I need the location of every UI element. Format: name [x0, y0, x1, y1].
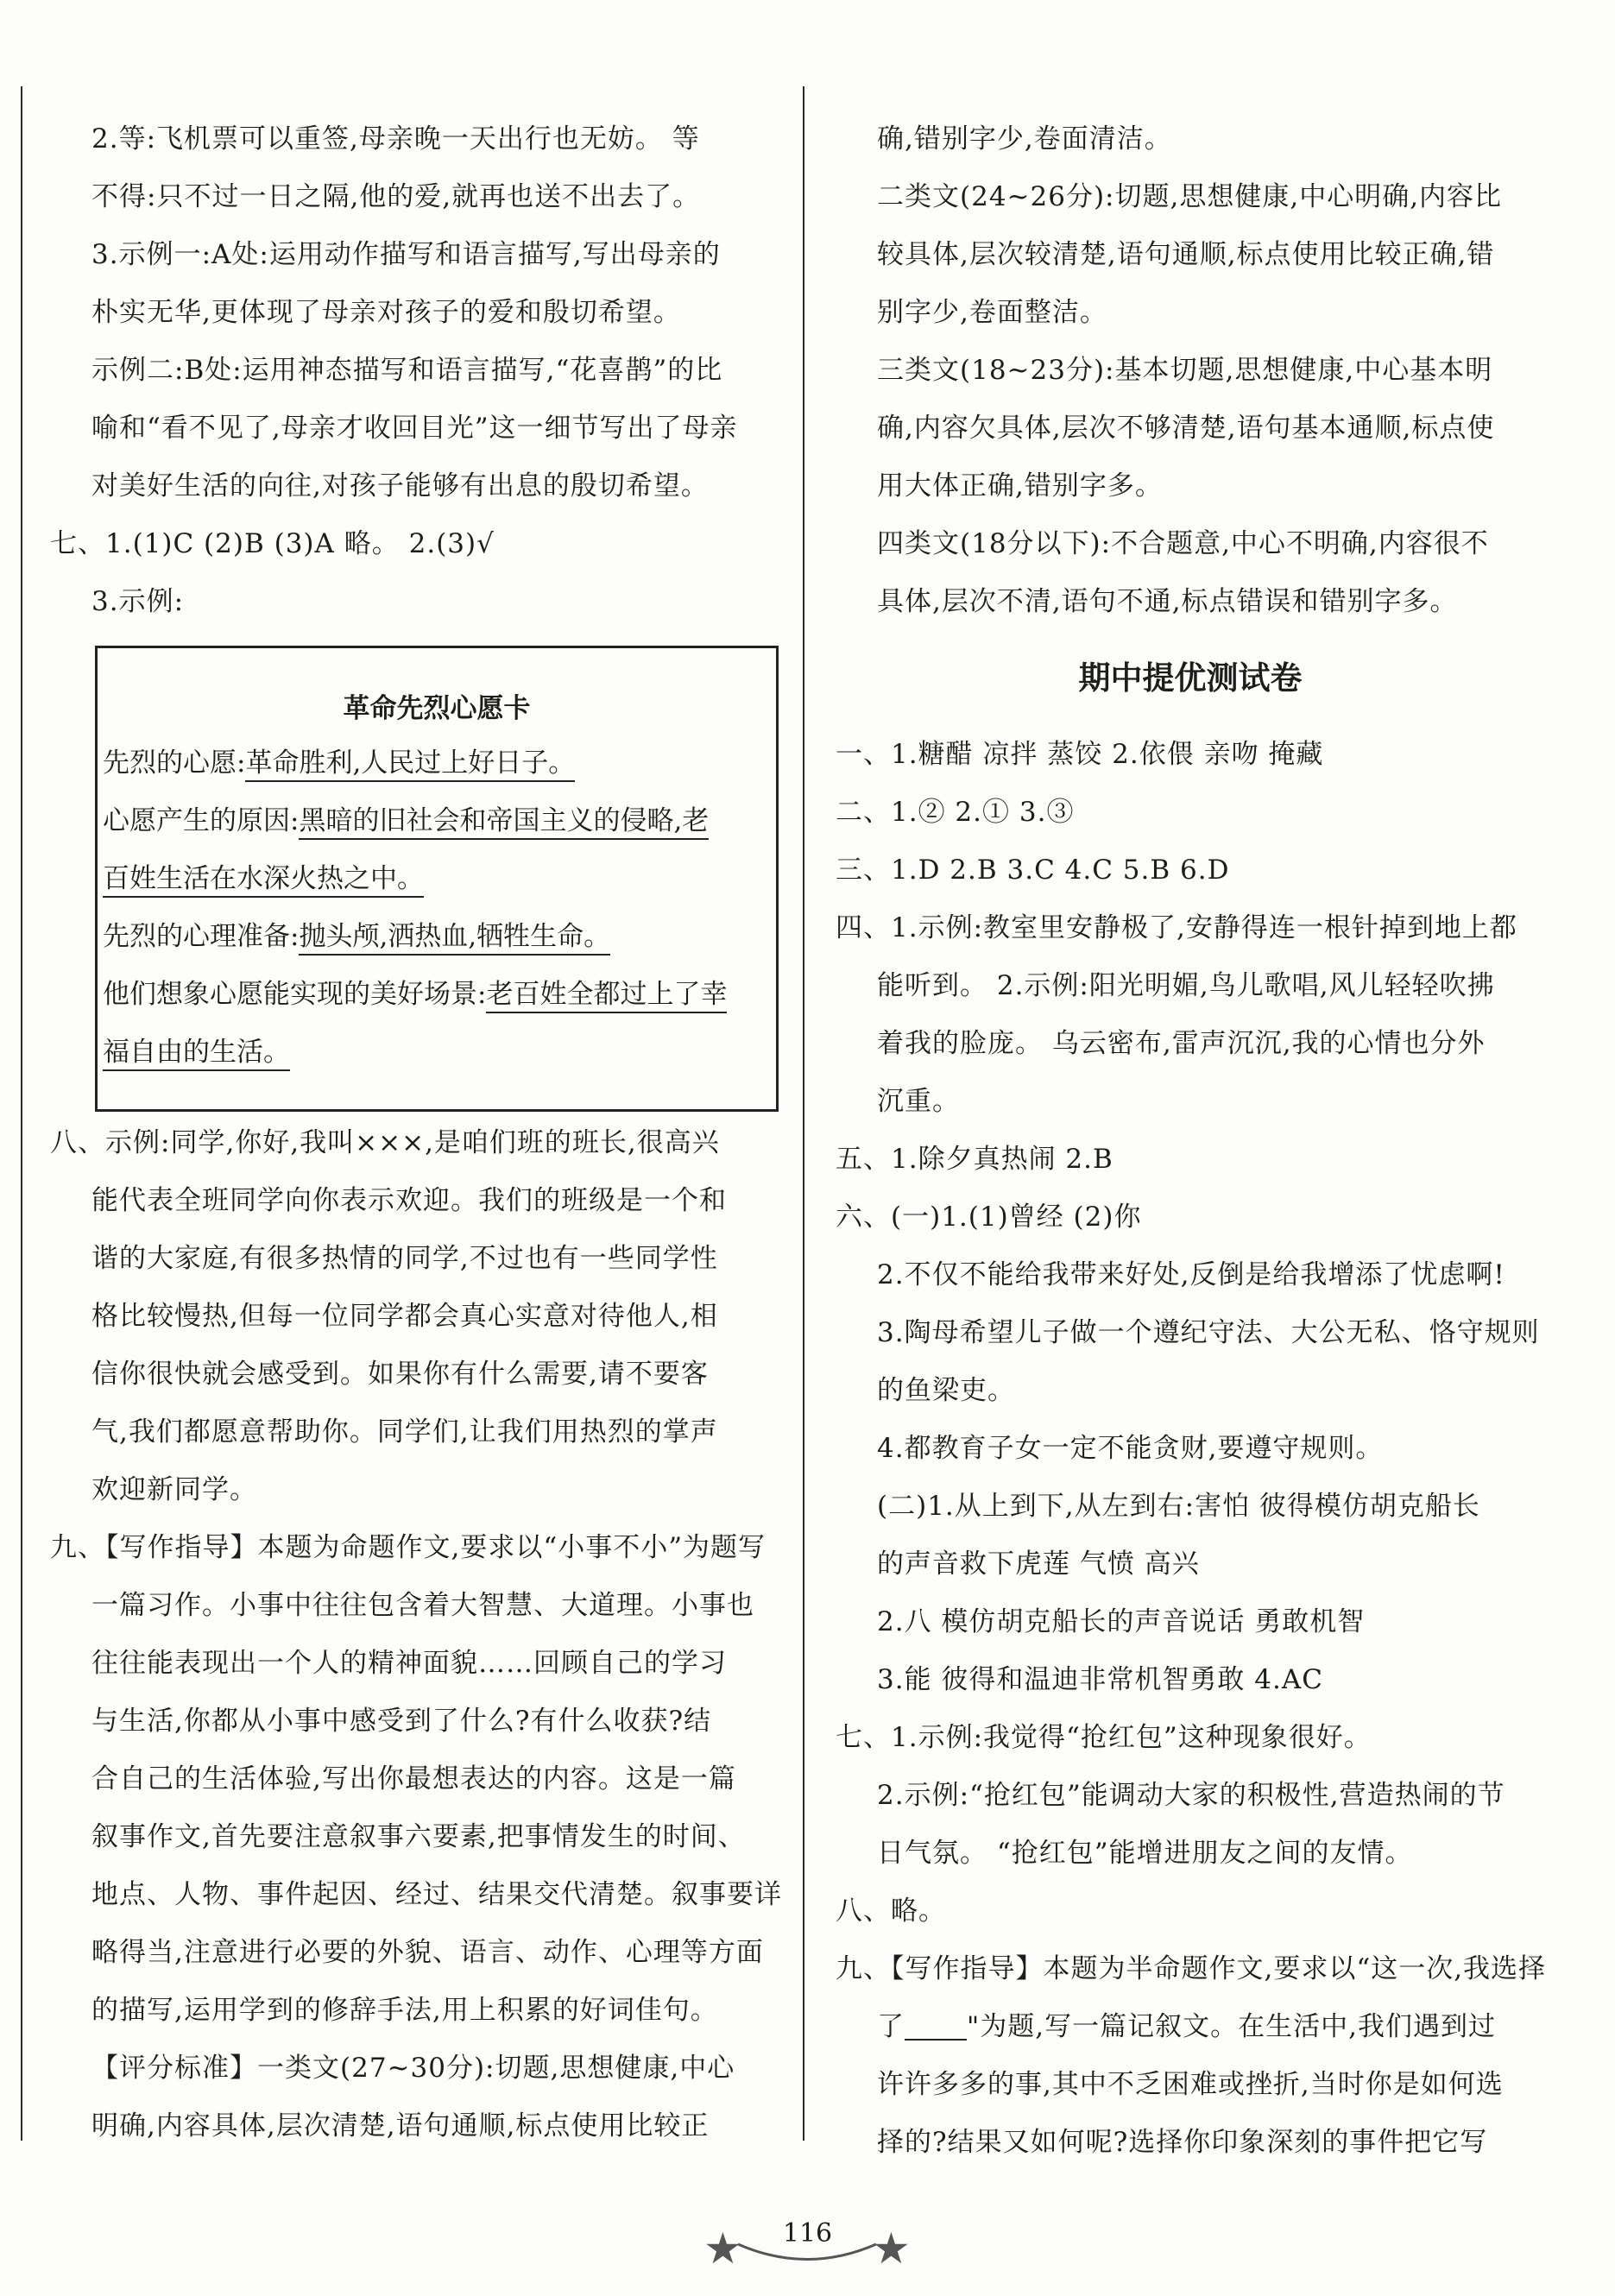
- text-line: 与生活,你都从小事中感受到了什么?有什么收获?结: [91, 1706, 712, 1737]
- star-icon: ★: [703, 2223, 742, 2274]
- text-line: 气,我们都愿意帮助你。同学们,让我们用热烈的掌声: [91, 1416, 718, 1448]
- text-line: 二、1.② 2.① 3.③: [836, 797, 1075, 828]
- card-row: [98, 1024, 776, 1082]
- text-line: 的鱼梁吏。: [877, 1375, 1015, 1406]
- card-row-answer: 福自由的生活。: [103, 1037, 290, 1071]
- card-row-answer: 黑暗的旧社会和帝国主义的侵略,老: [299, 805, 709, 840]
- text-line: 较具体,层次较清楚,语句通顺,标点使用比较正确,错: [877, 239, 1495, 270]
- text-line: 2.示例:“抢红包”能调动大家的积极性,营造热闹的节: [877, 1780, 1505, 1811]
- text-line: 2.不仅不能给我带来好处,反倒是给我增添了忧虑啊!: [877, 1259, 1505, 1290]
- text-line: 能听到。 2.示例:阳光明媚,鸟儿歌唱,风儿轻轻吹拂: [877, 970, 1495, 1001]
- text-line: 能代表全班同学向你表示欢迎。我们的班级是一个和: [91, 1185, 727, 1216]
- text-line: 谐的大家庭,有很多热情的同学,不过也有一些同学性: [91, 1243, 718, 1274]
- text-line: 八、示例:同学,你好,我叫×××,是咱们班的班长,很高兴: [50, 1127, 720, 1158]
- text-line: 九、【写作指导】本题为半命题作文,要求以“这一次,我选择: [836, 1953, 1547, 1984]
- text-line: 一、1.糖醋 凉拌 蒸饺 2.依偎 亲吻 掩藏: [836, 739, 1324, 770]
- text-line: 不得:只不过一日之隔,他的爱,就再也送不出去了。: [91, 181, 701, 212]
- line-text: "为题,写一篇记叙文。在生活中,我们遇到过: [967, 2011, 1496, 2042]
- text-line: 4.都教育子女一定不能贪财,要遵守规则。: [877, 1433, 1384, 1464]
- right-answers-part-2: [836, 726, 1545, 2172]
- text-line: 地点、人物、事件起因、经过、结果交代清楚。叙事要详: [91, 1879, 782, 1910]
- fill-in-blank: [905, 2016, 967, 2041]
- text-line: 具体,层次不清,语句不通,标点错误和错别字多。: [877, 586, 1458, 617]
- text-line: 用大体正确,错别字多。: [877, 470, 1163, 501]
- text-line: 示例二:B处:运用神态描写和语言描写,“花喜鹊”的比: [91, 355, 723, 386]
- text-line: 四类文(18分以下):不合题意,中心不明确,内容很不: [877, 528, 1489, 559]
- page-number: 116: [782, 2218, 833, 2249]
- text-line: 欢迎新同学。: [91, 1474, 257, 1505]
- line-prefix: 了: [877, 2011, 905, 2042]
- left-margin-rule: [21, 86, 22, 2141]
- card-rows: [98, 735, 776, 1082]
- text-line: 合自己的生活体验,写出你最想表达的内容。这是一篇: [91, 1763, 736, 1795]
- text-line: 略得当,注意进行必要的外貌、语言、动作、心理等方面: [91, 1937, 764, 1968]
- text-line: 明确,内容具体,层次清楚,语句通顺,标点使用比较正: [91, 2110, 710, 2141]
- text-line: 的描写,运用学到的修辞手法,用上积累的好词佳句。: [91, 1995, 718, 2026]
- text-line: 六、(一)1.(1)曾经 (2)你: [836, 1202, 1142, 1233]
- card-row-label: 先烈的心理准备:: [103, 921, 300, 952]
- text-line: 2.八 模仿胡克船长的声音说话 勇敢机智: [877, 1606, 1366, 1637]
- text-line: 八、略。: [836, 1895, 946, 1927]
- text-line: 九、【写作指导】本题为命题作文,要求以“小事不小”为题写: [50, 1532, 766, 1563]
- card-row: [98, 792, 776, 850]
- text-line: 叙事作文,首先要注意叙事六要素,把事情发生的时间、: [91, 1821, 746, 1852]
- star-icon: ★: [872, 2223, 911, 2274]
- text-line: 3.示例一:A处:运用动作描写和语言描写,写出母亲的: [91, 239, 721, 270]
- text-line: 日气氛。 “抢红包”能增进朋友之间的友情。: [877, 1838, 1413, 1869]
- text-line: 许许多多的事,其中不乏困难或挫折,当时你是如何选: [877, 2069, 1504, 2100]
- text-line: 五、1.除夕真热闹 2.B: [836, 1144, 1113, 1175]
- card-row-answer: 老百姓全都过上了幸: [486, 979, 727, 1013]
- text-line: 3.示例:: [91, 586, 185, 617]
- left-column: [50, 110, 785, 2155]
- left-answers-part-2: [50, 1114, 785, 2155]
- text-line: 确,错别字少,卷面清洁。: [877, 123, 1172, 155]
- text-line: 的声音救下虎莲 气愤 高兴: [877, 1549, 1200, 1580]
- card-row: [98, 735, 776, 792]
- text-line: 朴实无华,更体现了母亲对孩子的爱和殷切希望。: [91, 297, 681, 328]
- section-title: 期中提优测试卷: [1078, 659, 1303, 697]
- text-line: 七、1.(1)C (2)B (3)A 略。 2.(3)√: [50, 528, 495, 559]
- text-line: 别字少,卷面整洁。: [877, 297, 1107, 328]
- text-line: (二)1.从上到下,从左到右:害怕 彼得模仿胡克船长: [877, 1491, 1480, 1522]
- right-column: [836, 110, 1545, 2172]
- left-answers-part-1: [50, 110, 785, 631]
- text-line: 沉重。: [877, 1086, 960, 1117]
- text-line: 3.陶母希望儿子做一个遵纪守法、大公无私、恪守规则: [877, 1317, 1540, 1348]
- text-line: 三类文(18~23分):基本切题,思想健康,中心基本明: [877, 355, 1493, 386]
- text-line: 二类文(24~26分):切题,思想健康,中心明确,内容比: [877, 181, 1503, 212]
- right-answers-part-1: [836, 110, 1545, 631]
- text-line: 2.等:飞机票可以重签,母亲晚一天出行也无妨。 等: [91, 123, 700, 155]
- card-row-answer: 百姓生活在水深火热之中。: [103, 863, 424, 898]
- text-line: 信你很快就会感受到。如果你有什么需要,请不要客: [91, 1359, 709, 1390]
- card-row-answer: 革命胜利,人民过上好日子。: [245, 747, 575, 782]
- card-title: 革命先烈心愿卡: [343, 693, 531, 724]
- text-line: 一篇习作。小事中往往包含着大智慧、大道理。小事也: [91, 1590, 754, 1621]
- card-row: [98, 908, 776, 966]
- card-row-answer: 抛头颅,洒热血,牺牲生命。: [299, 921, 610, 956]
- text-line: [836, 1998, 1545, 2056]
- text-line: 对美好生活的向往,对孩子能够有出息的殷切希望。: [91, 470, 709, 501]
- text-line: 四、1.示例:教室里安静极了,安静得连一根针掉到地上都: [836, 912, 1517, 943]
- text-line: 格比较慢热,但每一位同学都会真心实意对待他人,相: [91, 1301, 718, 1332]
- text-line: 【评分标准】一类文(27~30分):切题,思想健康,中心: [91, 2053, 735, 2084]
- text-line: 七、1.示例:我觉得“抢红包”这种现象很好。: [836, 1722, 1372, 1753]
- text-line: 喻和“看不见了,母亲才收回目光”这一细节写出了母亲: [91, 413, 738, 444]
- text-line: 3.能 彼得和温迪非常机智勇敢 4.AC: [877, 1664, 1323, 1695]
- wish-card: [95, 646, 779, 1112]
- text-line: 三、1.D 2.B 3.C 4.C 5.B 6.D: [836, 855, 1230, 886]
- card-row-label: 心愿产生的原因:: [103, 805, 300, 836]
- text-line: 择的?结果又如何呢?选择你印象深刻的事件把它写: [877, 2127, 1488, 2158]
- text-line: 确,内容欠具体,层次不够清楚,语句基本通顺,标点使: [877, 413, 1495, 444]
- card-row-label: 先烈的心愿:: [103, 747, 246, 779]
- text-line: 往往能表现出一个人的精神面貌……回顾自己的学习: [91, 1648, 727, 1679]
- column-divider: [803, 86, 804, 2141]
- card-row: [98, 850, 776, 908]
- card-row: [98, 966, 776, 1024]
- card-row-label: 他们想象心愿能实现的美好场景:: [103, 979, 487, 1010]
- text-line: 着我的脸庞。 乌云密布,雷声沉沉,我的心情也分外: [877, 1028, 1486, 1059]
